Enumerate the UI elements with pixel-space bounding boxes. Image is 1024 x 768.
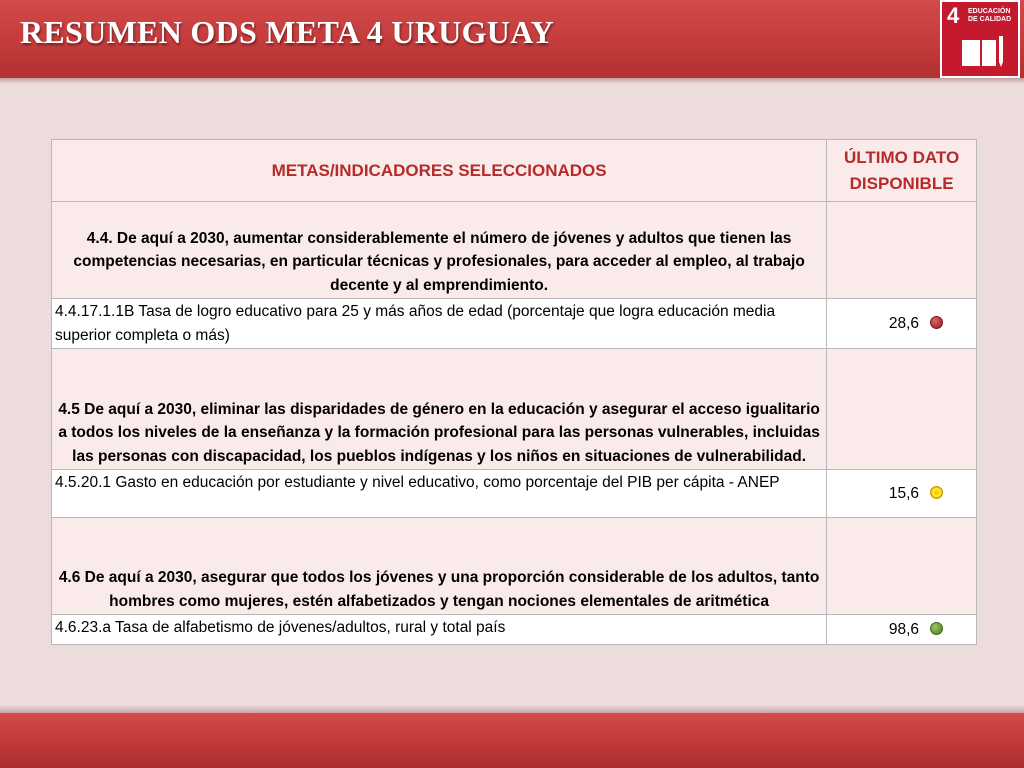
goal-row	[52, 349, 977, 470]
goal-value-cell	[827, 349, 977, 470]
status-green-dot-icon	[930, 622, 943, 635]
goal-row	[52, 202, 977, 299]
book-pencil-icon	[958, 32, 1006, 70]
indicators-table	[51, 139, 977, 645]
sdg-label: EDUCACIÓN DE CALIDAD	[968, 8, 1012, 23]
footer-bar	[0, 713, 1024, 768]
indicator-4-5-20-text: 4.5.20.1 Gasto en educación por estudiante y nivel educativo, como porcentaje del PIB per cápita - ANEP	[52, 470, 827, 518]
goal-4-6-text: 4.6 De aquí a 2030, asegurar que todos los jóvenes y una proporción considerable de los adultos, tanto hombres como mujeres, estén alfabetizados y tengan nociones elementales de aritmética	[52, 518, 827, 615]
header-latest-value: ÚLTIMO DATO DISPONIBLE	[827, 140, 977, 202]
indicator-value-cell	[827, 299, 977, 349]
goal-value-cell	[827, 518, 977, 615]
indicator-row	[52, 615, 977, 645]
slide-title: RESUMEN ODS META 4 URUGUAY	[20, 14, 555, 50]
indicator-value: 15,6	[888, 484, 919, 502]
goal-4-5-text: 4.5 De aquí a 2030, eliminar las disparidades de género en la educación y asegurar el acceso igualitario a todos los niveles de la enseñanza y la formación profesional para las personas vulnerables, incluidas las personas con discapacidad, los pueblos indígenas y los niños en situaciones de vulnerabilidad.	[52, 349, 827, 470]
indicator-row	[52, 470, 977, 518]
title-bar-shadow	[0, 78, 1024, 84]
goal-row	[52, 518, 977, 615]
indicator-value-cell	[827, 470, 977, 518]
indicator-4-6-23-text: 4.6.23.a Tasa de alfabetismo de jóvenes/adultos, rural y total país	[52, 615, 827, 645]
indicator-value: 28,6	[888, 314, 919, 332]
header-indicators: METAS/INDICADORES SELECCIONADOS	[52, 140, 827, 202]
table-header-row	[52, 140, 977, 202]
indicator-row	[52, 299, 977, 349]
sdg-4-logo	[940, 0, 1020, 78]
status-red-dot-icon	[930, 316, 943, 329]
goal-value-cell	[827, 202, 977, 299]
indicator-4-4-17-text: 4.4.17.1.1B Tasa de logro educativo para 25 y más años de edad (porcentaje que logra educación media superior completa o más)	[52, 299, 827, 349]
indicator-value: 98,6	[888, 620, 919, 638]
indicator-value-cell	[827, 615, 977, 645]
status-yellow-dot-icon	[930, 486, 943, 499]
footer-shadow	[0, 705, 1024, 713]
goal-4-4-text: 4.4. De aquí a 2030, aumentar considerablemente el número de jóvenes y adultos que tienen las competencias necesarias, en particular técnicas y profesionales, para acceder al empleo, al trabajo decente y al emprendimiento.	[52, 202, 827, 299]
sdg-number: 4	[947, 3, 960, 28]
